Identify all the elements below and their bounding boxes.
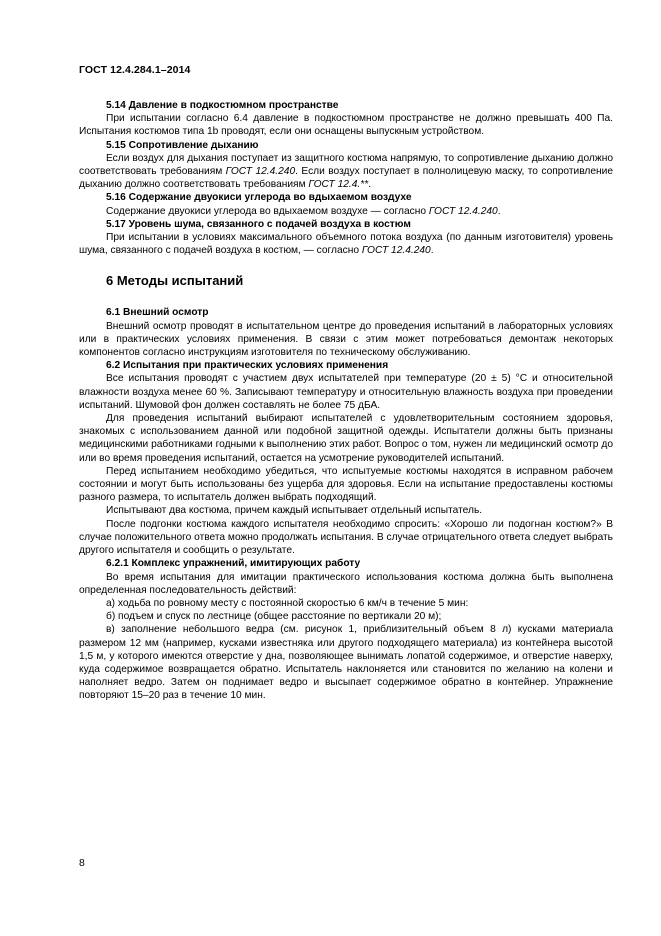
- paragraph-6-2-two-suits: Испытывают два костюма, причем каждый испытывает отдельный испытатель.: [106, 505, 483, 517]
- text-fragment: .: [497, 205, 501, 217]
- heading-6-1: 6.1 Внешний осмотр: [106, 307, 209, 319]
- document-header: ГОСТ 12.4.284.1–2014: [79, 64, 191, 76]
- paragraph-6-2-testers: Для проведения испытаний выбирают испытателей с удовлетворительным состоянием здоровья, знакомых с использованием данной или подобной защитной одежды. Испытатели должны быть признаны медицинскими работниками годными к выполнению этих работ. Вопрос о том, нужен ли медицинский осмотр до или во время проведения испытаний, остается на усмотрение руководителей испытаний.: [79, 413, 613, 464]
- paragraph-6-2-check: Перед испытанием необходимо убедиться, что испытуемые костюмы находятся в исправном рабочем состоянии и могут быть использованы без ущерба для здоровья. Если на испытание предоставлены костюмы разного размера, то испытатель должен выбрать подходящий.: [79, 465, 613, 504]
- paragraph-5-15: [79, 152, 613, 192]
- text-fragment: Если воздух для дыхания поступает из защитного костюма напрямую, то сопротивление дыханию должно соответствовать требованиям: [79, 152, 613, 178]
- heading-5-16: 5.16 Содержание двуокиси углерода во вдыхаемом воздухе: [106, 192, 412, 204]
- page-number: 8: [79, 857, 85, 869]
- paragraph-6-2-1-intro: Во время испытания для имитации практического использования костюма должна быть выполнена определенная последовательность действий:: [79, 571, 613, 596]
- text-fragment: .: [430, 245, 434, 257]
- standard-reference: ГОСТ 12.4.**: [308, 179, 369, 191]
- paragraph-6-2-fitting: После подгонки костюма каждого испытателя необходимо спросить: «Хорошо ли подогнан костюм?» В случае положительного ответа можно продолжать испытания. В случае отрицательного ответа следует выбрать другого испытателя и сообщить о результате.: [79, 518, 613, 557]
- heading-6-2-1: 6.2.1 Комплекс упражнений, имитирующих работу: [106, 558, 361, 570]
- paragraph-6-2-conditions: Все испытания проводят с участием двух испытателей при температуре (20 ± 5) °С и относительной влажности воздуха менее 60 %. Записывают температуру и относительную влажность воздуха при проведении испытаний. Шумовой фон должен составлять не более 75 дБА.: [79, 373, 613, 411]
- list-item-a: а) ходьба по ровному месту с постоянной скоростью 6 км/ч в течение 5 мин:: [106, 597, 469, 609]
- paragraph-6-1: Внешний осмотр проводят в испытательном центре до проведения испытаний в лабораторных условиях или в практических условиях применения. В связи с этим может потребоваться демонтаж некоторых компонентов согласно инструкциям изготовителя по техническому обслуживанию.: [79, 320, 613, 359]
- heading-6-2: 6.2 Испытания при практических условиях применения: [106, 360, 389, 372]
- list-item-c: в) заполнение небольшого ведра (см. рисунок 1, приблизительный объем 8 л) кусками материала размером 12 мм (например, кусками известняка или другого подходящего материала) из контейнера высотой 1,5 м, у которого имеются отверстие у дна, позволяющее вынимать лопатой содержимое, и отверстие наверху, куда содержимое возвращается обратно. Испытатель наклоняется или становится по желанию на колени и наполняет ведро. Затем он поднимает ведро и высыпает содержимое обратно в контейнер. Упражнение повторяют 15–20 раз в течение 10 мин.: [79, 624, 613, 702]
- paragraph-5-16: [79, 205, 613, 218]
- standard-reference: ГОСТ 12.4.240: [361, 245, 431, 257]
- document-body: [79, 99, 613, 703]
- text-fragment: .: [368, 179, 372, 191]
- text-fragment: . Если воздух поступает в полнолицевую маску, то сопротивление дыханию должно соответствовать требованиям: [79, 166, 613, 191]
- paragraph-5-14: При испытании согласно 6.4 давление в подкостюмном пространстве не должно превышать 400 Па. Испытания костюмов типа 1b проводят, если они оснащены выпускным устройством.: [79, 113, 613, 138]
- standard-reference: ГОСТ 12.4.240: [428, 205, 498, 217]
- section-title-6: 6 Методы испытаний: [106, 273, 244, 289]
- standard-reference: ГОСТ 12.4.240: [225, 166, 296, 178]
- paragraph-5-17: [79, 231, 613, 257]
- heading-5-15: 5.15 Сопротивление дыханию: [106, 139, 259, 151]
- text-fragment: Содержание двуокиси углерода во вдыхаемом воздухе — согласно: [106, 205, 429, 217]
- list-item-b: б) подъем и спуск по лестнице (общее расстояние по вертикали 20 м);: [106, 611, 442, 623]
- text-fragment: При испытании в условиях максимального объемного потока воздуха (по данным изготовителя) уровень шума, связанного с подачей воздуха в костюм, — согласно: [79, 232, 613, 257]
- heading-5-14: 5.14 Давление в подкостюмном пространстве: [106, 100, 339, 111]
- heading-5-17: 5.17 Уровень шума, связанного с подачей воздуха в костюм: [106, 218, 411, 230]
